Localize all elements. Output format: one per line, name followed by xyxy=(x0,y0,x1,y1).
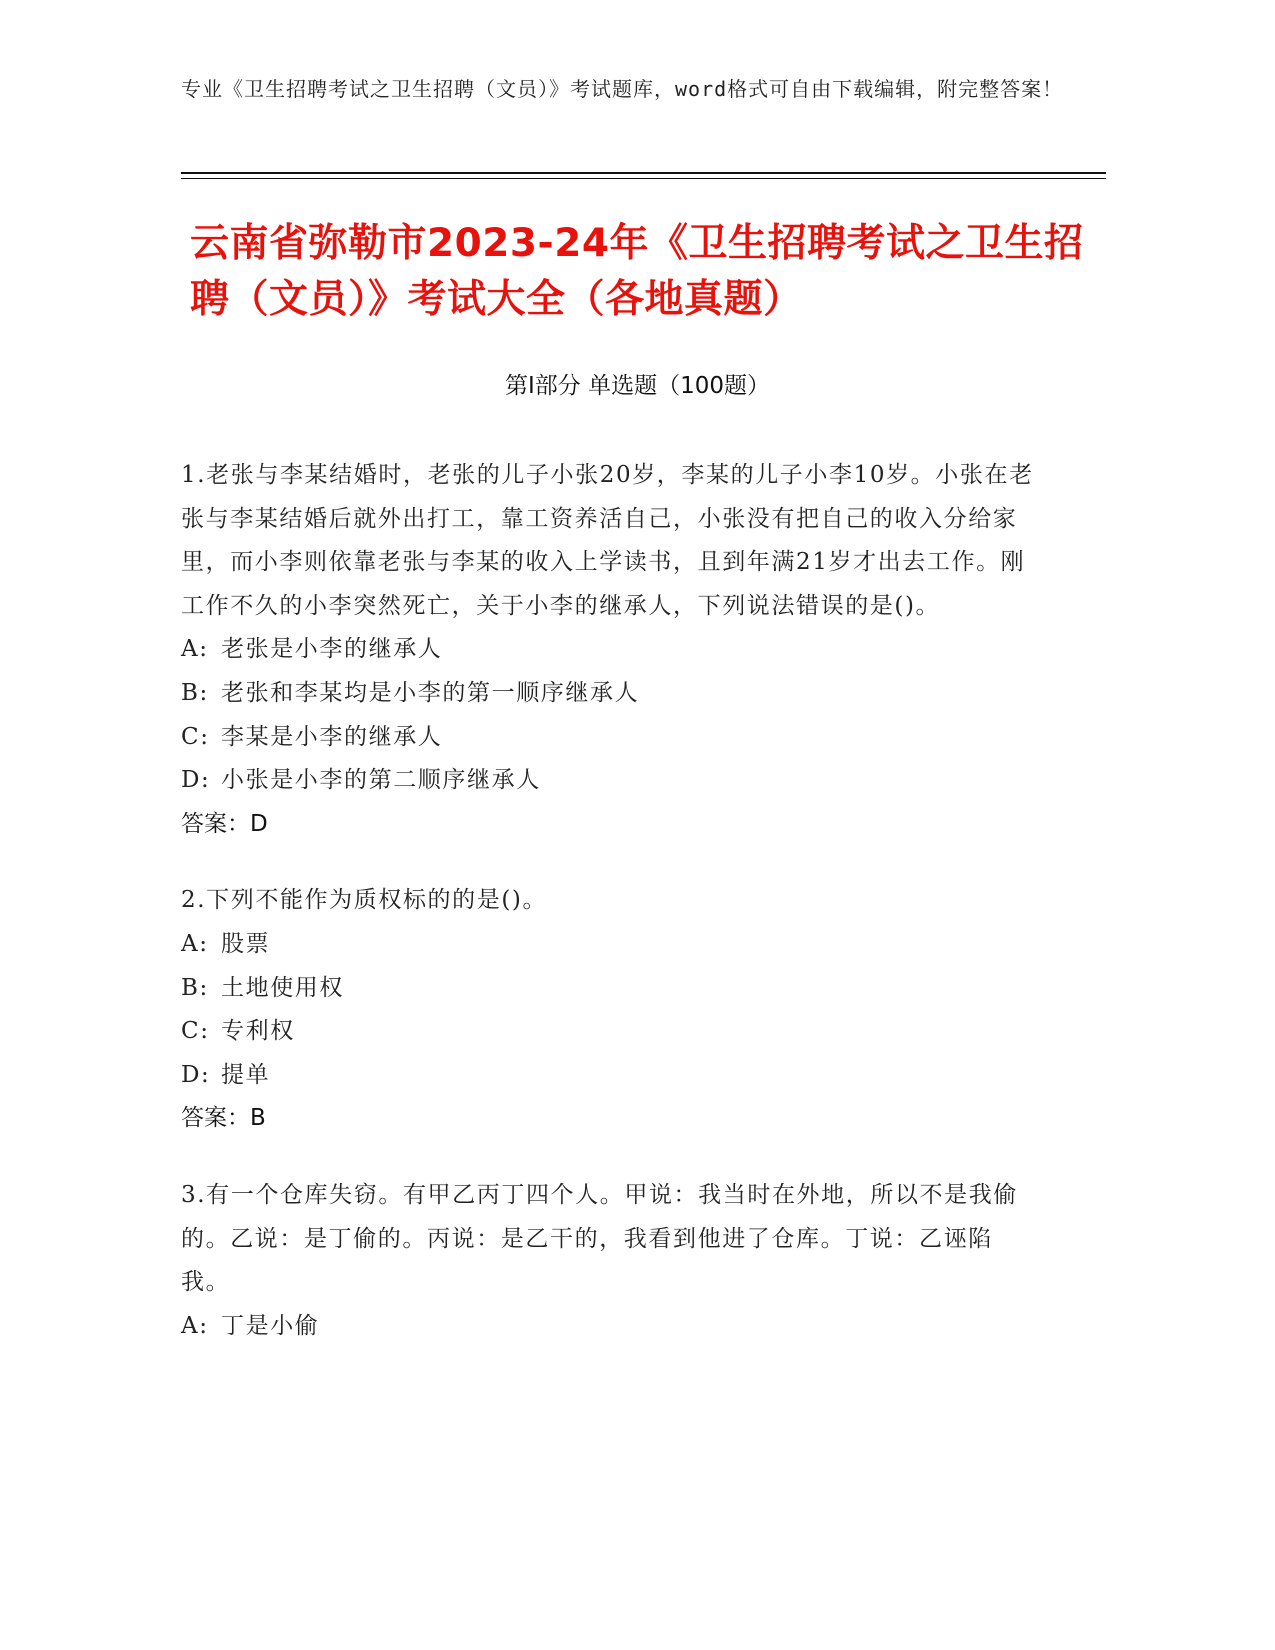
question-1 xyxy=(181,454,1041,846)
answer-line: 答案：D xyxy=(181,810,268,837)
option-b xyxy=(181,967,1041,1011)
header-divider-thin xyxy=(181,178,1106,179)
question-stem: 2.下列不能作为质权标的的是()。 xyxy=(181,887,548,914)
option-key: D: xyxy=(181,767,211,794)
option-text: 专利权 xyxy=(221,1018,295,1045)
option-text: 股票 xyxy=(221,930,271,957)
section-heading: 第I部分 单选题（100题） xyxy=(505,373,770,399)
option-c xyxy=(181,716,1041,760)
option-key: B: xyxy=(181,974,209,1001)
option-key: D: xyxy=(181,1061,211,1088)
option-d xyxy=(181,1054,1041,1098)
question-stem: 3.有一个仓库失窃。有甲乙丙丁四个人。甲说：我当时在外地，所以不是我偷的。乙说：是丁偷的。丙说：是乙干的，我看到他进了仓库。丁说：乙诬陷我。 xyxy=(181,1181,1018,1296)
option-a xyxy=(181,923,1041,967)
option-a xyxy=(181,628,1041,672)
option-text: 土地使用权 xyxy=(221,974,344,1001)
option-text: 老张和李某均是小李的第一顺序继承人 xyxy=(221,679,640,706)
answer-line: 答案：B xyxy=(181,1105,266,1132)
option-key: C: xyxy=(181,723,210,750)
question-3 xyxy=(181,1174,1041,1348)
option-key: A: xyxy=(181,636,209,663)
question-list xyxy=(181,454,1041,1381)
header-divider-thick xyxy=(181,172,1106,174)
option-key: A: xyxy=(181,1312,209,1339)
option-a xyxy=(181,1305,1041,1349)
option-key: A: xyxy=(181,930,209,957)
header-note: 专业《卫生招聘考试之卫生招聘（文员）》考试题库，word格式可自由下载编辑，附完整答案！ xyxy=(181,77,1064,101)
option-d xyxy=(181,759,1041,803)
option-text: 提单 xyxy=(221,1061,271,1088)
option-text: 小张是小李的第二顺序继承人 xyxy=(221,767,541,794)
question-2 xyxy=(181,879,1041,1141)
option-text: 老张是小李的继承人 xyxy=(221,636,443,663)
option-key: B: xyxy=(181,679,209,706)
question-stem: 1.老张与李某结婚时，老张的儿子小张20岁，李某的儿子小李10岁。小张在老张与李某结婚后就外出打工，靠工资养活自己，小张没有把自己的收入分给家里，而小李则依靠老张与李某的收入上学读书，且到年满21岁才出去工作。刚工作不久的小李突然死亡，关于小李的继承人，下列说法错误的是()。 xyxy=(181,462,1034,619)
option-text: 李某是小李的继承人 xyxy=(221,723,443,750)
option-b xyxy=(181,672,1041,716)
document-title: 云南省弥勒市2023-24年《卫生招聘考试之卫生招聘（文员）》考试大全（各地真题） xyxy=(190,221,1084,322)
option-c xyxy=(181,1010,1041,1054)
option-text: 丁是小偷 xyxy=(221,1312,320,1339)
option-key: C: xyxy=(181,1018,210,1045)
